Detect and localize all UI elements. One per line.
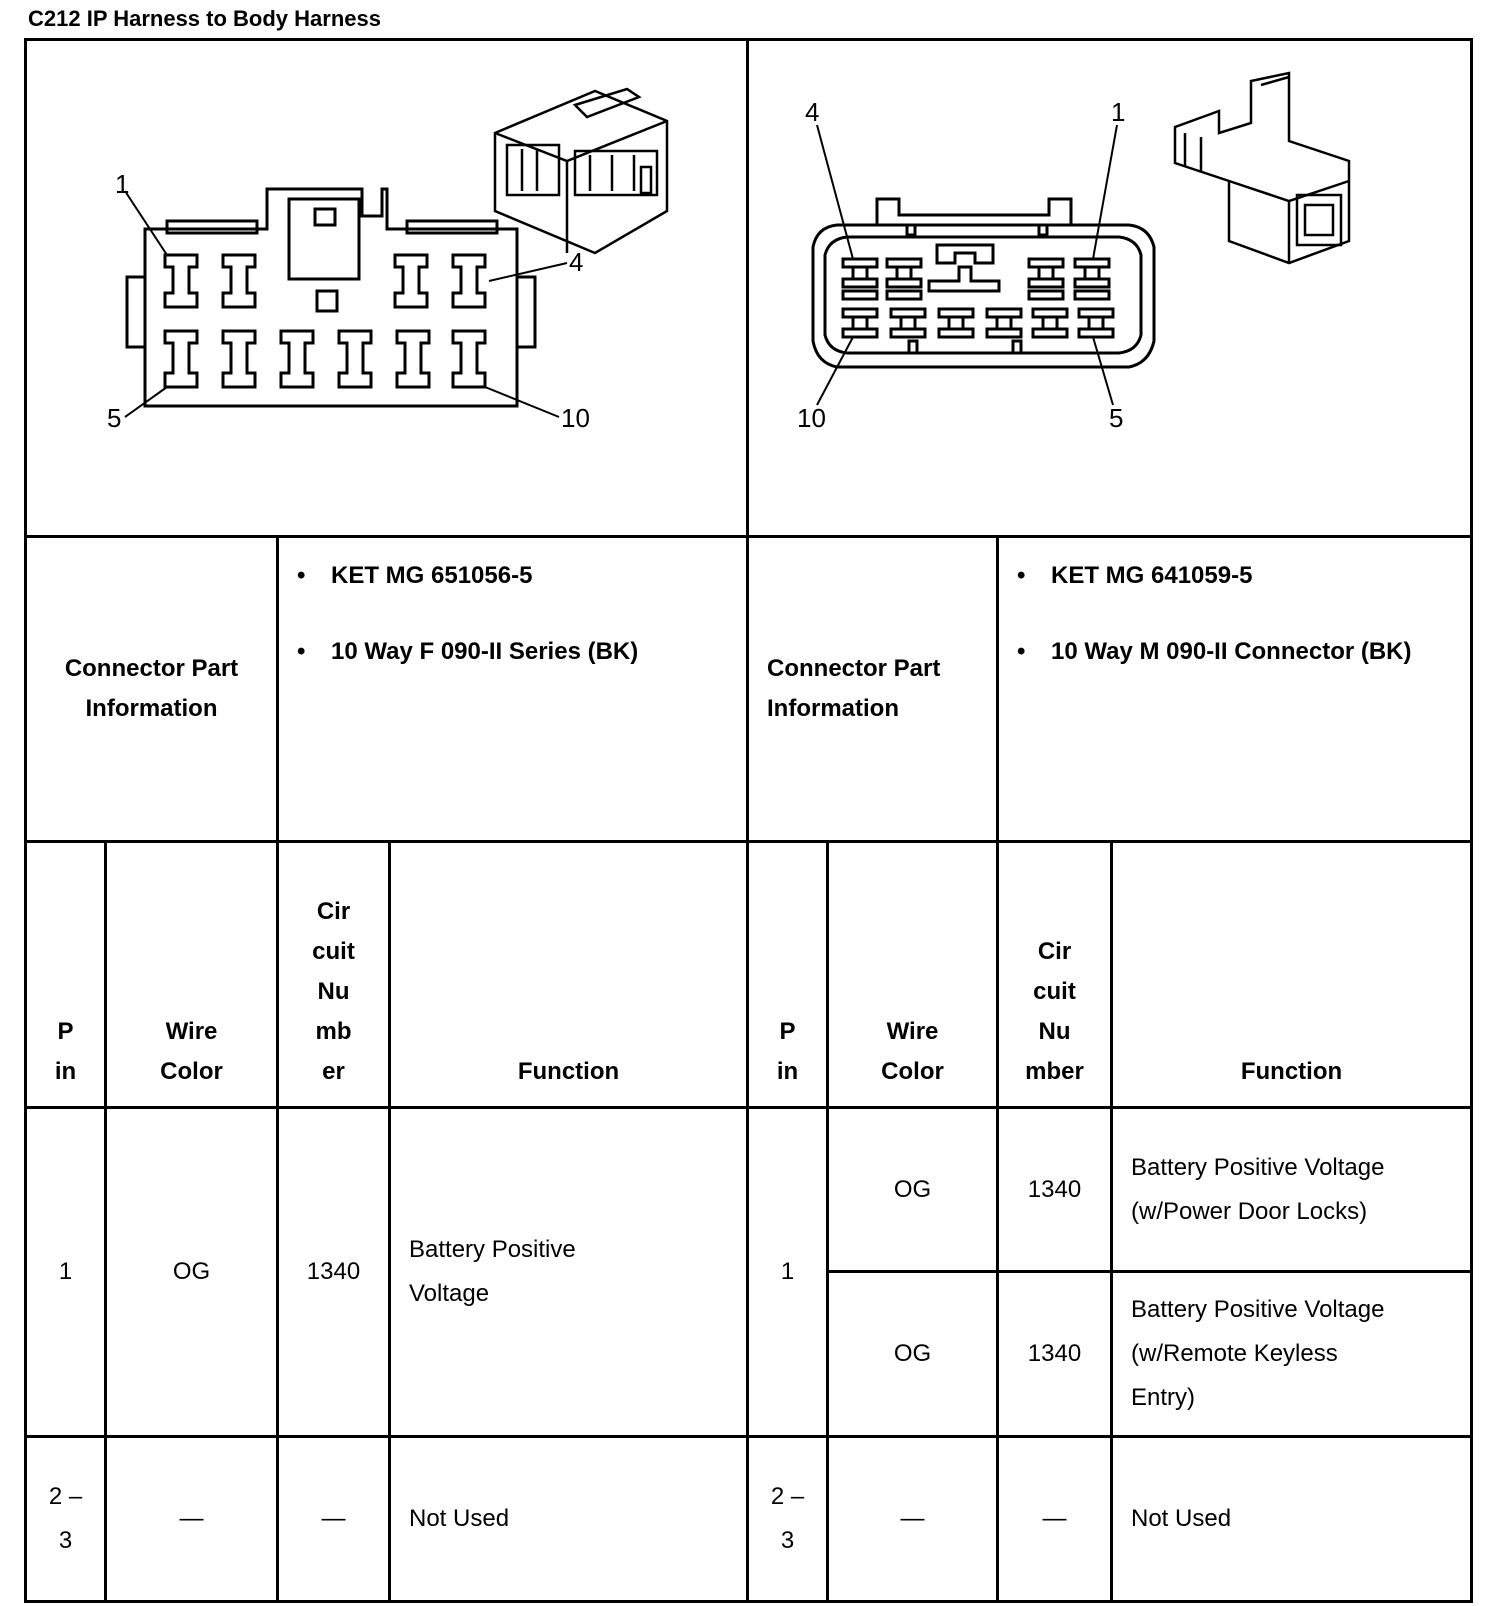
right-part-bullet-2: • 10 Way M 090-II Connector (BK) [1017,638,1412,665]
right-header-wire-color: Wire Color [881,1018,944,1085]
left-header-pin: P in [54,1018,77,1085]
left-pin-label-4: 4 [569,247,584,277]
left-pin-label-10: 10 [561,403,590,433]
left-connector-diagram [27,41,746,535]
right-row1a-function: Battery Positive Voltage (w/Power Door Locks) [1131,1153,1385,1225]
right-pin-label-4: 4 [805,97,820,127]
right-row1b-circuit: 1340 [1027,1340,1082,1367]
right-row1a-wire-color: OG [893,1175,932,1203]
left-header-wire-color: Wire Color [160,1018,223,1085]
right-connector-part-label: Connector Part Information [767,655,941,722]
right-header-function: Function [1240,1058,1343,1085]
page-title: C212 IP Harness to Body Harness [28,6,381,31]
left-pin-label-5: 5 [107,403,122,433]
left-row2-circuit: — [321,1505,346,1532]
left-part-bullets [279,538,746,840]
left-row2-function: Not Used [409,1505,510,1532]
left-row1-pin: 1 [58,1258,73,1285]
right-pin-label-5: 5 [1109,403,1124,433]
right-row1b-wire-color: OG [893,1340,932,1367]
right-part-bullets [999,538,1470,840]
left-connector-part-label: Connector Part Information [64,655,239,722]
right-row2-function: Not Used [1131,1505,1232,1532]
left-part-bullet-2: • 10 Way F 090-II Series (BK) [297,638,639,665]
right-row2-wire-color: — [900,1505,925,1532]
right-part-bullet-1: • KET MG 641059-5 [1017,562,1253,589]
left-row2-pin: 2 –3 [48,1483,83,1554]
left-row1-function: Battery Positive Voltage [409,1236,576,1307]
left-row1-wire-color: OG [172,1258,211,1285]
right-row1a-circuit: 1340 [1027,1175,1082,1203]
left-part-bullet-1: • KET MG 651056-5 [297,562,533,589]
right-pin-label-10: 10 [797,403,826,433]
right-pin-label-1: 1 [1111,97,1126,127]
right-header-circuit: Cir cuit Nu mber [1025,938,1084,1085]
right-row1-pin: 1 [780,1258,795,1285]
left-row1-circuit: 1340 [306,1258,361,1285]
left-header-circuit: Cir cuit Nu mb er [312,898,355,1085]
left-row2-wire-color: — [179,1505,204,1532]
right-row2-pin: 2 –3 [770,1483,805,1554]
right-header-pin: P in [776,1018,799,1085]
left-pin-label-1: 1 [115,169,130,199]
right-row2-circuit: — [1042,1505,1067,1532]
left-header-function: Function [517,1058,620,1085]
right-connector-diagram [749,41,1470,535]
right-row1b-function: Battery Positive Voltage (w/Remote Keyless Entry) [1131,1296,1385,1411]
